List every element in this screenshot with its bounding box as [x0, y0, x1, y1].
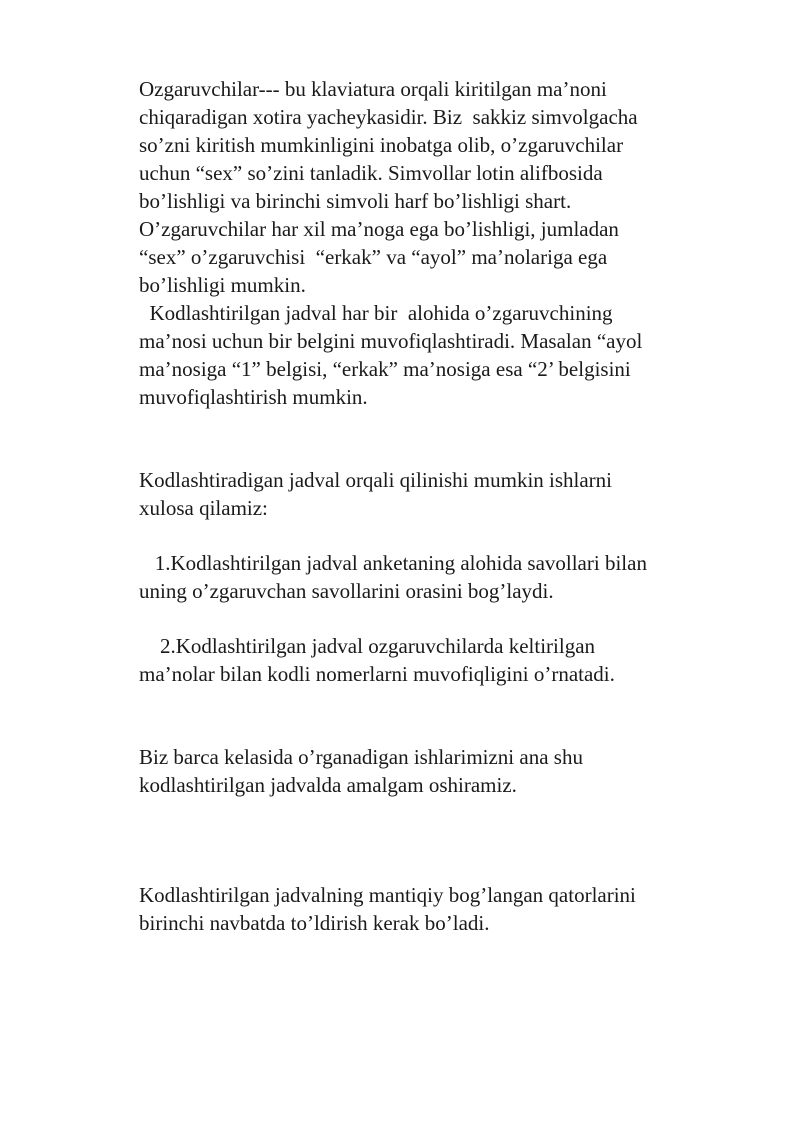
- text-line: Kodlashtirilgan jadvalning mantiqiy bog’langan qatorlarini: [139, 883, 636, 907]
- text-line: bo’lishligi va birinchi simvoli harf bo’lishligi shart.: [139, 189, 572, 213]
- text-line: O’zgaruvchilar har xil ma’noga ega bo’lishligi, jumladan: [139, 217, 619, 241]
- text-line: Kodlashtiradigan jadval orqali qilinishi mumkin ishlarni: [139, 468, 613, 492]
- text-line: Kodlashtirilgan jadval har bir alohida o’zgaruvchining: [139, 301, 613, 325]
- text-line: chiqaradigan xotira yacheykasidir. Biz sakkiz simvolgacha: [139, 105, 638, 129]
- text-line: Biz barca kelasida o’rganadigan ishlarimizni ana shu: [139, 745, 583, 769]
- text-line: uchun “sex” so’zini tanladik. Simvollar lotin alifbosida: [139, 161, 603, 185]
- text-line: birinchi navbatda to’ldirish kerak bo’ladi.: [139, 911, 490, 935]
- text-line: so’zni kiritish mumkinligini inobatga olib, o’zgaruvchilar: [139, 133, 624, 157]
- text-line: bo’lishligi mumkin.: [139, 273, 306, 297]
- text-line: ma’nosi uchun bir belgini muvofiqlashtiradi. Masalan “ayol: [139, 329, 643, 353]
- text-line: uning o’zgaruvchan savollarini orasini bog’laydi.: [139, 579, 554, 603]
- text-line: ma’nolar bilan kodli nomerlarni muvofiqligini o’rnatadi.: [139, 662, 615, 686]
- text-line: 2.Kodlashtirilgan jadval ozgaruvchilarda keltirilgan: [139, 634, 596, 658]
- text-line: Ozgaruvchilar--- bu klaviatura orqali kiritilgan ma’noni: [139, 77, 607, 101]
- text-line: xulosa qilamiz:: [139, 496, 268, 520]
- text-line: kodlashtirilgan jadvalda amalgam oshiramiz.: [139, 773, 517, 797]
- text-line: muvofiqlashtirish mumkin.: [139, 385, 368, 409]
- text-line: ma’nosiga “1” belgisi, “erkak” ma’nosiga esa “2’ belgisini: [139, 357, 631, 381]
- text-line: “sex” o’zgaruvchisi “erkak” va “ayol” ma’nolariga ega: [139, 245, 608, 269]
- text-line: 1.Kodlashtirilgan jadval anketaning alohida savollari bilan: [139, 551, 647, 575]
